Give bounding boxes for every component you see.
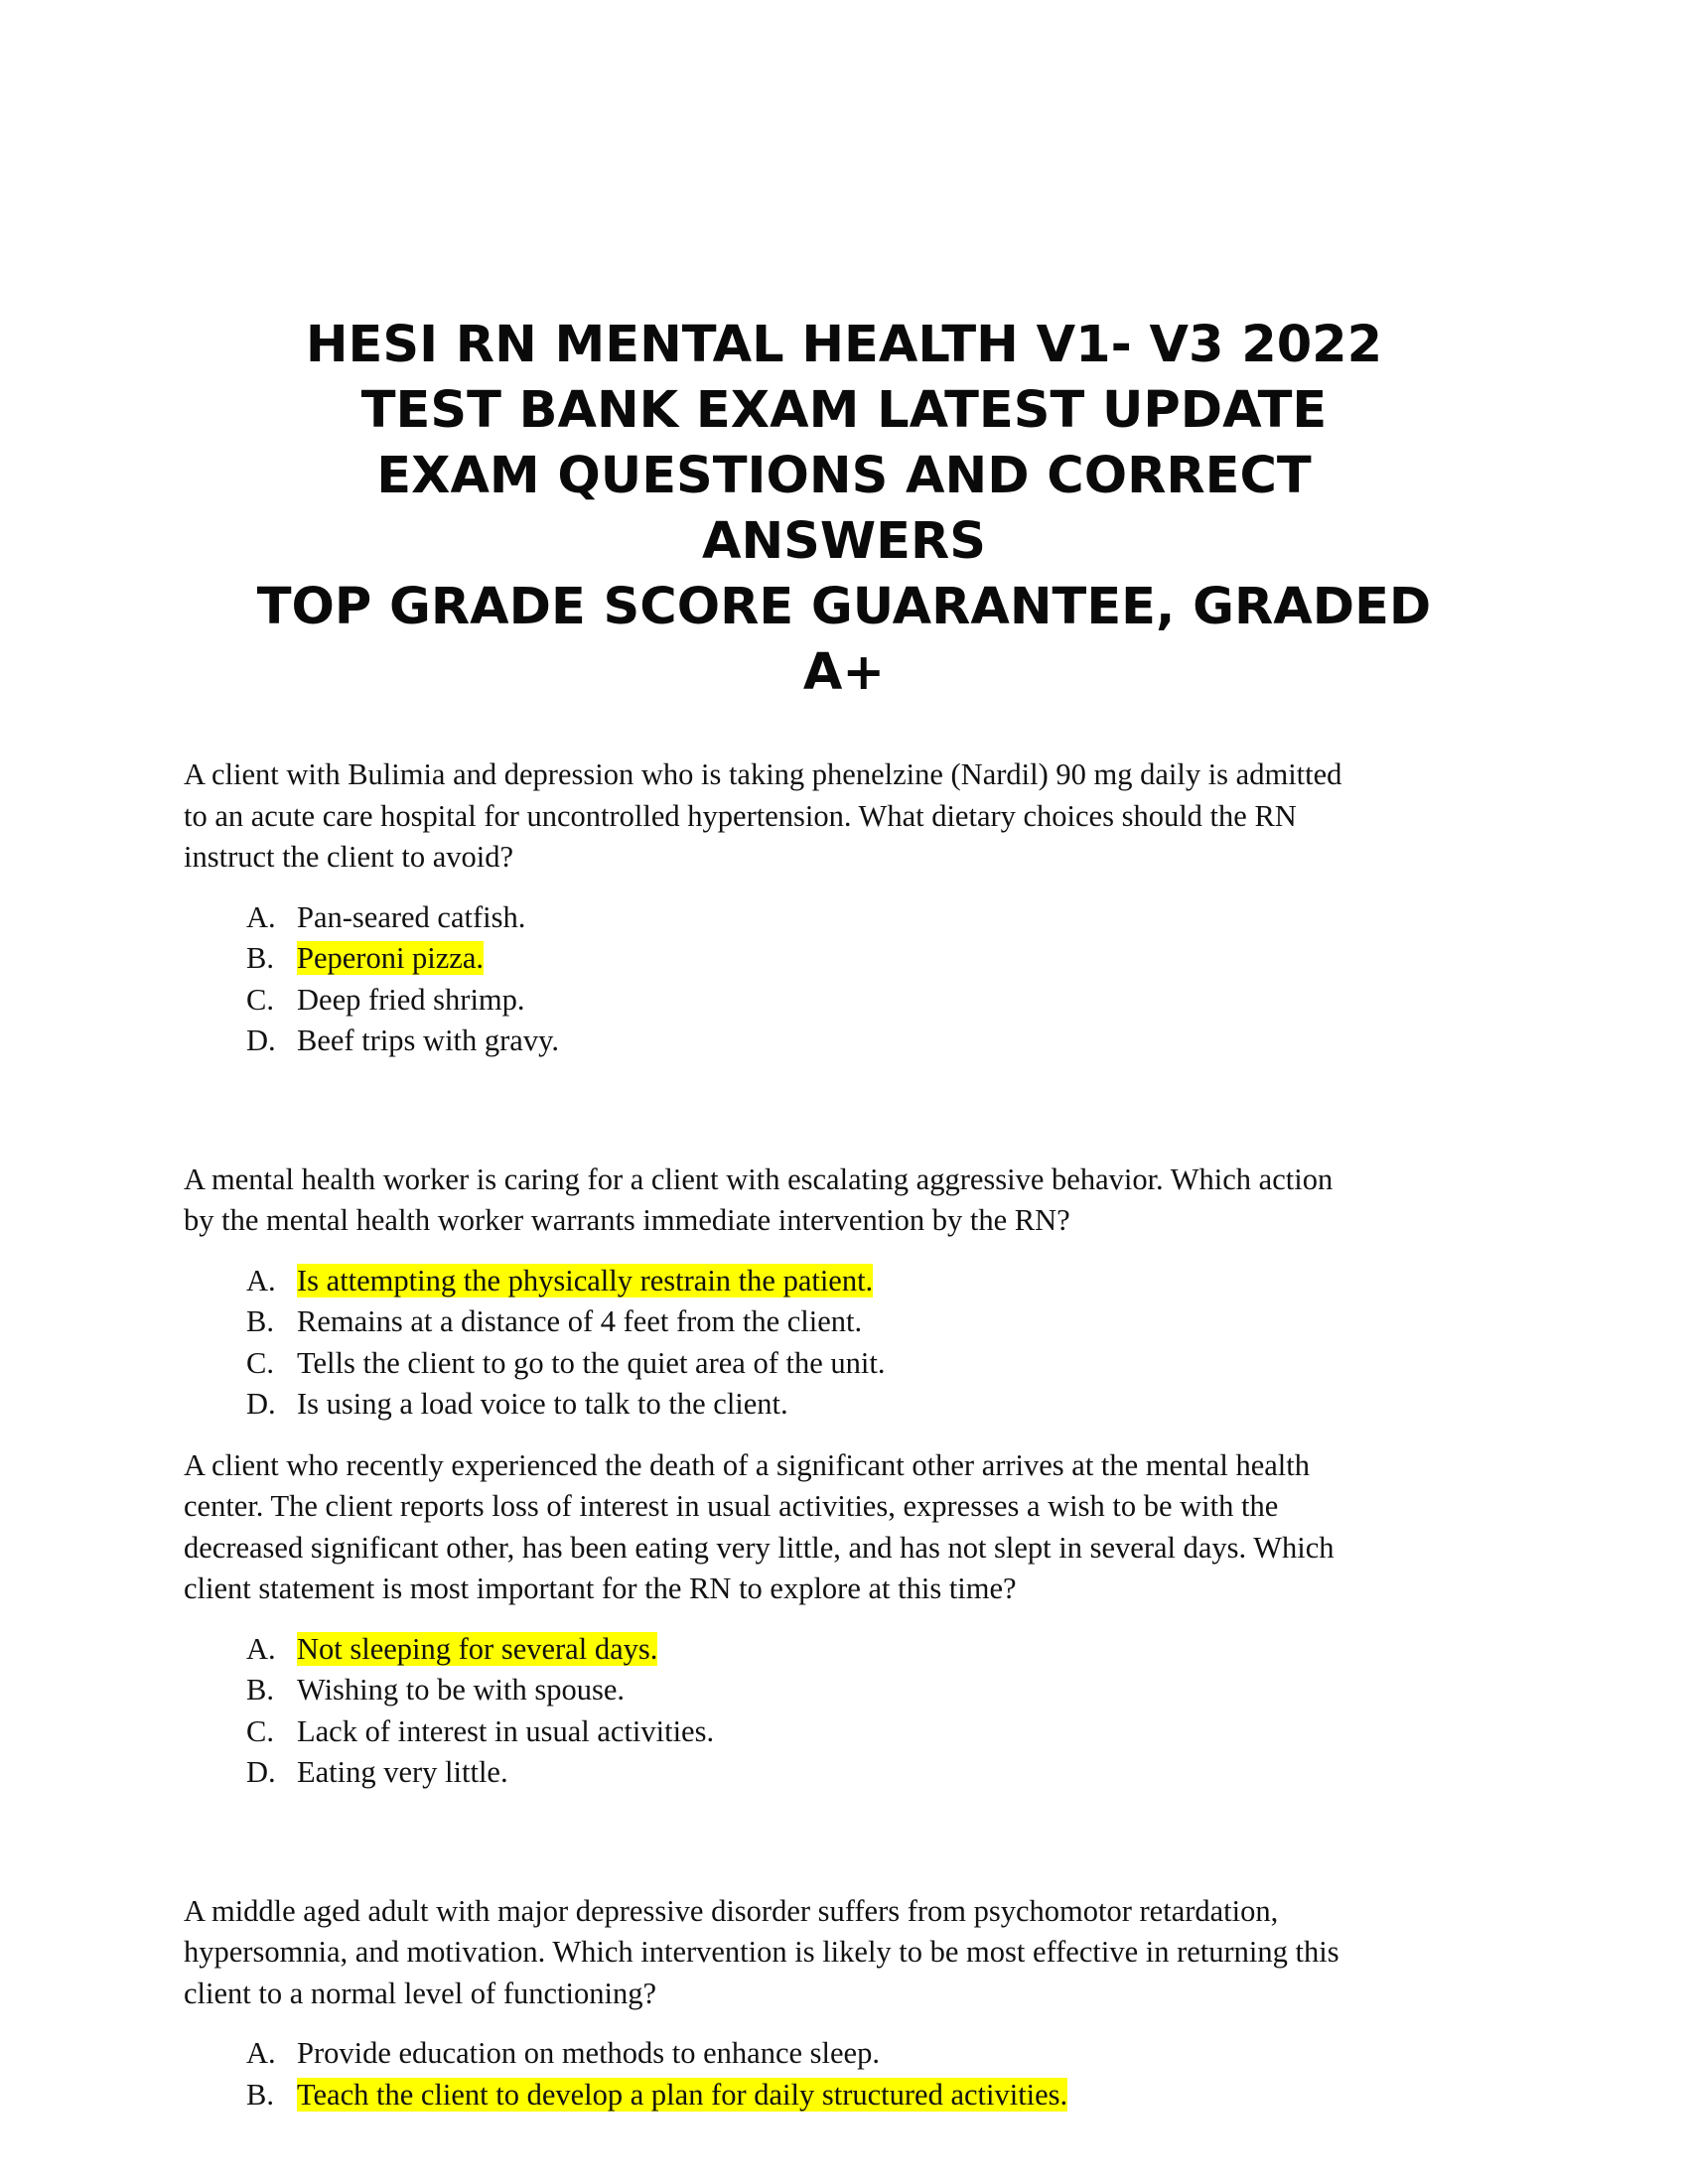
question-2 <box>184 1160 1504 1426</box>
question-stem <box>184 754 1504 879</box>
answer-option-d <box>184 1021 1504 1062</box>
correct-answer-highlight: Is attempting the physically restrain the patient. <box>297 1263 874 1297</box>
answer-option-c <box>184 1343 1504 1385</box>
spacer <box>184 1426 1504 1445</box>
answer-options <box>184 897 1504 1062</box>
option-letter: D. <box>246 1755 276 1789</box>
title-line: EXAM QUESTIONS AND CORRECT <box>376 447 1312 505</box>
answer-options <box>184 2033 1504 2116</box>
title-line: TOP GRADE SCORE GUARANTEE, GRADED <box>256 578 1432 636</box>
option-letter: C. <box>246 1345 274 1380</box>
question-stem <box>184 1160 1504 1242</box>
answer-option-b <box>184 938 1504 980</box>
title-line: A+ <box>802 643 886 702</box>
stem-line: center. The client reports loss of interest in usual activities, expresses a wish to be with the <box>184 1489 1279 1523</box>
stem-line: A client who recently experienced the death of a significant other arrives at the mental health <box>184 1447 1310 1482</box>
answer-option-b <box>184 1301 1504 1343</box>
option-letter: A. <box>246 1263 276 1297</box>
title-line: TEST BANK EXAM LATEST UPDATE <box>360 381 1328 440</box>
option-text: Is using a load voice to talk to the client. <box>297 1387 788 1421</box>
option-letter: B. <box>246 2077 274 2112</box>
answer-option-d <box>184 1752 1504 1794</box>
correct-answer-highlight: Not sleeping for several days. <box>297 1631 658 1666</box>
stem-line: client statement is most important for the RN to explore at this time? <box>184 1571 1017 1605</box>
option-letter: B. <box>246 1673 274 1706</box>
answer-option-a <box>184 897 1504 939</box>
option-letter: A. <box>246 899 276 934</box>
question-4 <box>184 1891 1504 2116</box>
option-letter: A. <box>246 2036 276 2070</box>
option-text: Lack of interest in usual activities. <box>297 1713 715 1748</box>
question-list <box>184 754 1504 2116</box>
stem-line: instruct the client to avoid? <box>184 840 514 874</box>
stem-line: hypersomnia, and motivation. Which intervention is likely to be most effective in returning this <box>184 1935 1339 1969</box>
answer-options <box>184 1629 1504 1794</box>
title-line: HESI RN MENTAL HEALTH V1- V3 2022 <box>305 316 1383 374</box>
question-stem <box>184 1445 1504 1610</box>
option-letter: D. <box>246 1387 276 1421</box>
option-letter: C. <box>246 1713 274 1748</box>
correct-answer-highlight: Teach the client to develop a plan for daily structured activities. <box>297 2077 1068 2112</box>
spacer <box>184 1062 1504 1160</box>
correct-answer-highlight: Peperoni pizza. <box>297 941 485 975</box>
answer-option-c <box>184 980 1504 1022</box>
option-letter: A. <box>246 1631 276 1666</box>
option-text: Remains at a distance of 4 feet from the client. <box>297 1304 863 1338</box>
option-text: Pan-seared catfish. <box>297 899 526 934</box>
spacer <box>184 1794 1504 1891</box>
answer-option-a <box>184 1629 1504 1671</box>
answer-option-d <box>184 1384 1504 1426</box>
option-text: Beef trips with gravy. <box>297 1024 559 1057</box>
option-text: Deep fried shrimp. <box>297 982 525 1017</box>
stem-line: A mental health worker is caring for a client with escalating aggressive behavior. Which action <box>184 1161 1334 1196</box>
question-3 <box>184 1445 1504 1794</box>
option-text: Provide education on methods to enhance sleep. <box>297 2036 880 2070</box>
stem-line: A middle aged adult with major depressive disorder suffers from psychomotor retardation, <box>184 1893 1279 1928</box>
stem-line: to an acute care hospital for uncontrolled hypertension. What dietary choices should the RN <box>184 798 1297 833</box>
question-1 <box>184 754 1504 1062</box>
option-letter: C. <box>246 982 274 1017</box>
answer-option-c <box>184 1711 1504 1753</box>
answer-option-a <box>184 1261 1504 1302</box>
title-line: ANSWERS <box>702 512 986 571</box>
option-letter: D. <box>246 1024 276 1057</box>
option-letter: B. <box>246 941 274 975</box>
stem-line: by the mental health worker warrants immediate intervention by the RN? <box>184 1203 1070 1237</box>
answer-option-a <box>184 2033 1504 2075</box>
stem-line: A client with Bulimia and depression who is taking phenelzine (Nardil) 90 mg daily is admitted <box>184 757 1342 791</box>
option-text: Tells the client to go to the quiet area of the unit. <box>297 1345 886 1380</box>
answer-options <box>184 1261 1504 1426</box>
option-text: Eating very little. <box>297 1755 508 1789</box>
stem-line: client to a normal level of functioning? <box>184 1976 656 2010</box>
option-text: Wishing to be with spouse. <box>297 1673 626 1706</box>
answer-option-b <box>184 2075 1504 2116</box>
question-stem <box>184 1891 1504 2015</box>
stem-line: decreased significant other, has been eating very little, and has not slept in several days. Which <box>184 1530 1335 1565</box>
answer-option-b <box>184 1670 1504 1711</box>
option-letter: B. <box>246 1304 274 1338</box>
document-title <box>149 313 1539 706</box>
